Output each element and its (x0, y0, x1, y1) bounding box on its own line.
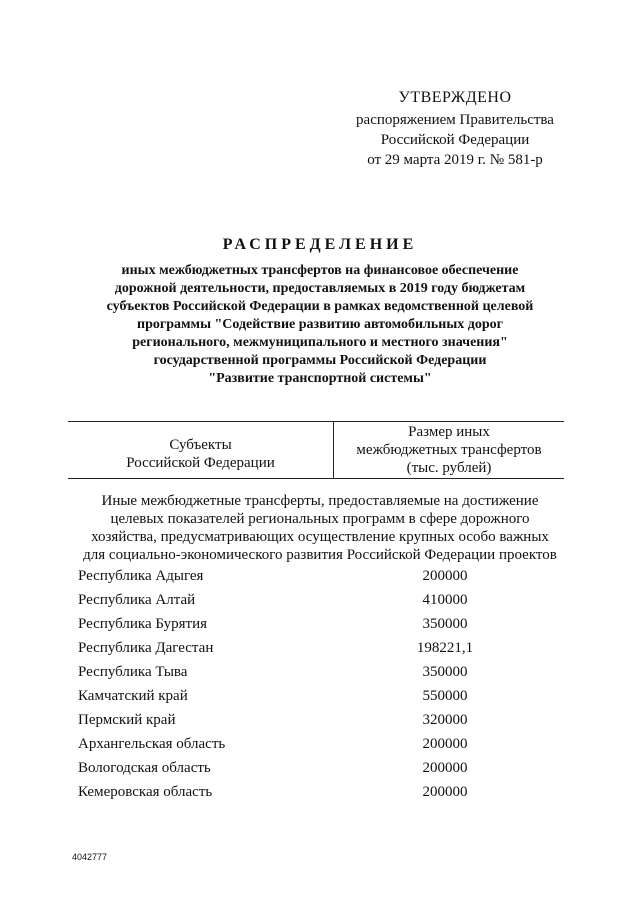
row-region: Республика Бурятия (78, 616, 208, 632)
subtitle-line: иных межбюджетных трансфертов на финансовое обеспечение (121, 263, 519, 278)
header-amount (334, 422, 564, 478)
subtitle-line: регионального, межмуниципального и местного значения" (132, 335, 508, 350)
document-subtitle (60, 262, 580, 388)
row-region: Архангельская область (78, 736, 226, 752)
row-region: Республика Дагестан (78, 640, 214, 656)
section-description (70, 492, 570, 564)
table-body (0, 564, 640, 804)
row-amount: 200000 (422, 736, 468, 752)
subtitle-line: дорожной деятельности, предоставляемых в 2019 году бюджетам (114, 281, 526, 296)
row-amount: 320000 (422, 712, 468, 728)
row-amount: 550000 (422, 688, 468, 704)
approval-line-1: распоряжением Правительства (356, 112, 554, 128)
row-amount: 200000 (422, 568, 468, 584)
row-region: Камчатский край (78, 688, 188, 704)
table-header (68, 421, 564, 479)
table-row (0, 636, 640, 660)
table-row (0, 660, 640, 684)
row-region: Республика Тыва (78, 664, 188, 680)
row-amount: 410000 (422, 592, 468, 608)
section-line: хозяйства, предусматривающих осуществление крупных особо важных (91, 529, 549, 545)
approval-line-2: Российской Федерации (380, 132, 530, 148)
header-subjects-line-1: Субъекты (169, 437, 232, 453)
row-region: Кемеровская область (78, 784, 213, 800)
document-code: 4042777 (72, 852, 108, 862)
approval-line-3: от 29 марта 2019 г. № 581-р (367, 152, 543, 168)
row-amount: 200000 (422, 784, 468, 800)
subtitle-line: государственной программы Российской Федерации (153, 353, 487, 368)
section-line: целевых показателей региональных программ в сфере дорожного (110, 511, 530, 527)
table-row (0, 732, 640, 756)
table-row (0, 756, 640, 780)
header-subjects (68, 422, 334, 478)
row-amount: 350000 (422, 664, 468, 680)
row-region: Пермский край (78, 712, 176, 728)
section-line: Иные межбюджетные трансферты, предоставляемые на достижение (101, 493, 539, 509)
document-title: РАСПРЕДЕЛЕНИЕ (222, 236, 418, 253)
header-amount-line-2: межбюджетных трансфертов (356, 442, 542, 458)
header-subjects-line-2: Российской Федерации (126, 455, 275, 471)
table-row (0, 612, 640, 636)
subtitle-line: программы "Содействие развитию автомобильных дорог (137, 317, 503, 332)
row-amount: 350000 (422, 616, 468, 632)
header-amount-line-3: (тыс. рублей) (406, 460, 492, 476)
approval-block (330, 88, 580, 170)
approval-heading: УТВЕРЖДЕНО (398, 89, 512, 106)
table-row (0, 780, 640, 804)
section-line: для социально-экономического развития Российской Федерации проектов (83, 547, 557, 563)
row-region: Республика Адыгея (78, 568, 204, 584)
row-amount: 198221,1 (416, 640, 474, 656)
table-row (0, 684, 640, 708)
header-amount-line-1: Размер иных (408, 424, 490, 440)
row-region: Республика Алтай (78, 592, 196, 608)
subtitle-line: субъектов Российской Федерации в рамках ведомственной целевой (106, 299, 534, 314)
table-row (0, 708, 640, 732)
table-row (0, 564, 640, 588)
table-row (0, 588, 640, 612)
row-region: Вологодская область (78, 760, 211, 776)
row-amount: 200000 (422, 760, 468, 776)
subtitle-line: "Развитие транспортной системы" (208, 371, 432, 386)
